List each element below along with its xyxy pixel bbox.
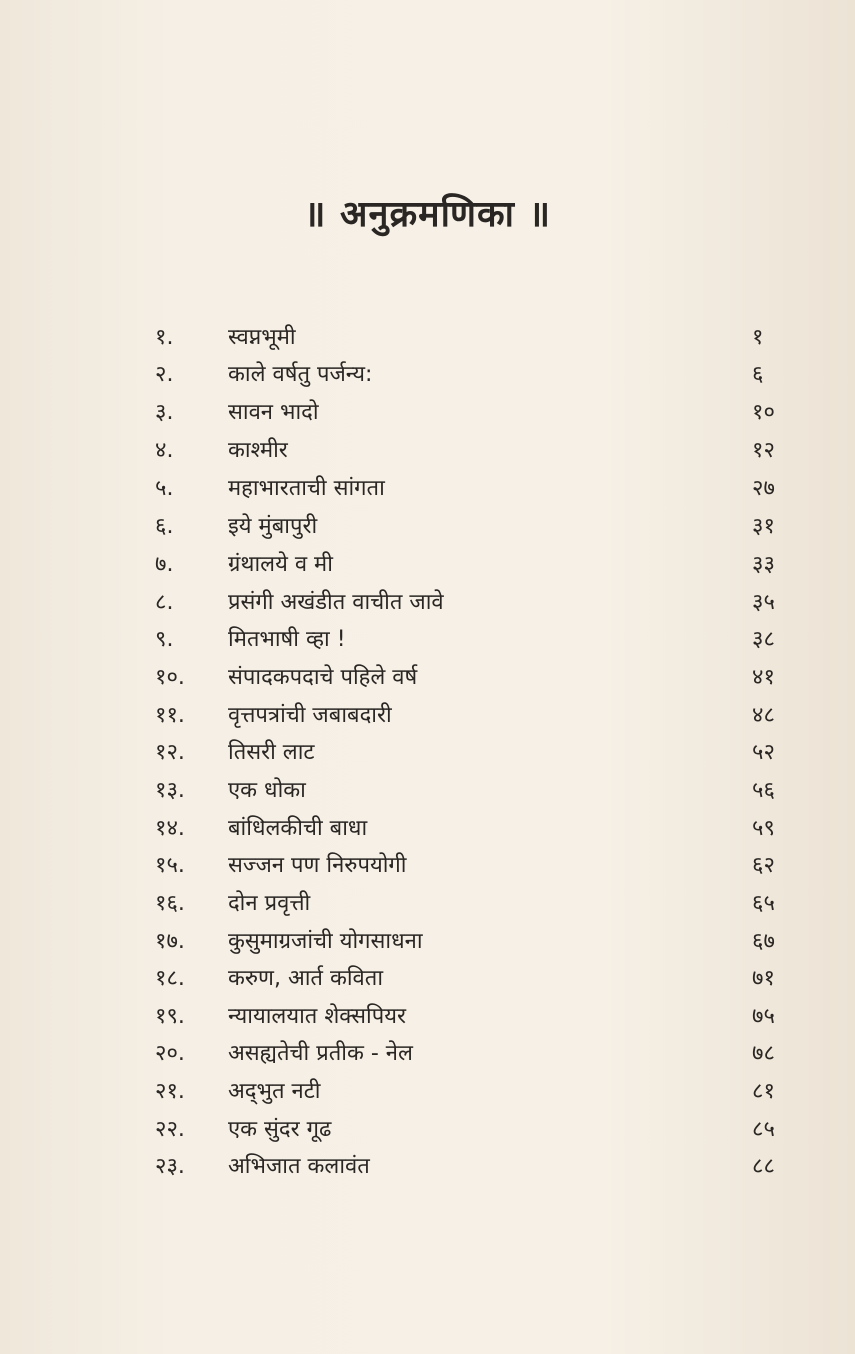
entry-number: १२. (155, 740, 185, 765)
entry-number: १५. (155, 853, 185, 878)
toc-entry (0, 1035, 855, 1073)
toc-entry (0, 697, 855, 735)
entry-number: ३. (155, 400, 174, 425)
entry-page: ५२ (752, 740, 775, 765)
entry-page: २७ (752, 476, 775, 501)
entry-title: सज्जन पण निरुपयोगी (228, 853, 407, 878)
toc-entry (0, 584, 855, 622)
entry-page: १० (752, 400, 775, 425)
entry-number: १०. (155, 665, 185, 690)
entry-title: एक सुंदर गूढ (228, 1117, 332, 1142)
toc-entry (0, 1111, 855, 1149)
entry-title: एक धोका (228, 778, 306, 803)
entry-number: १३. (155, 778, 185, 803)
entry-title: अभिजात कलावंत (228, 1154, 370, 1179)
entry-number: १९. (155, 1004, 185, 1029)
entry-page: ७१ (752, 966, 775, 991)
entry-number: ४. (155, 438, 174, 463)
toc-entry (0, 772, 855, 810)
entry-page: ८८ (752, 1154, 775, 1179)
entry-page: ५९ (752, 816, 775, 841)
entry-title: करुण, आर्त कविता (228, 966, 384, 991)
toc-entry (0, 319, 855, 357)
entry-title: न्यायालयात शेक्सपियर (228, 1004, 406, 1029)
entry-number: ७. (155, 552, 174, 577)
entry-title: दोन प्रवृत्ती (228, 891, 311, 916)
toc-entry (0, 356, 855, 394)
toc-entry (0, 998, 855, 1036)
toc-entry (0, 1073, 855, 1111)
entry-title: ग्रंथालये व मी (228, 552, 333, 577)
entry-number: ८. (155, 590, 174, 615)
entry-title: संपादकपदाचे पहिले वर्ष (228, 665, 418, 690)
entry-number: ११. (155, 703, 185, 728)
entry-number: ९. (155, 627, 174, 652)
entry-title: इये मुंबापुरी (228, 514, 318, 539)
toc-entry (0, 546, 855, 584)
page-title: ॥ अनुक्रमणिका ॥ (303, 194, 552, 235)
entry-title: बांधिलकीची बाधा (228, 816, 368, 841)
entry-page: ४१ (752, 665, 775, 690)
entry-page: ६ (752, 362, 764, 387)
entry-number: १८. (155, 966, 185, 991)
entry-title: काले वर्षतु पर्जन्य: (228, 362, 373, 387)
entry-number: ५. (155, 476, 174, 501)
entry-number: २०. (155, 1041, 185, 1066)
entry-page: ८१ (752, 1079, 775, 1104)
entry-page: १ (752, 325, 764, 350)
toc-entry (0, 960, 855, 998)
toc-entry (0, 394, 855, 432)
toc-entry (0, 810, 855, 848)
entry-page: ७५ (752, 1004, 775, 1029)
entry-page: ७८ (752, 1041, 775, 1066)
entry-title: सावन भादो (228, 400, 319, 425)
entry-number: १७. (155, 929, 185, 954)
toc-entry (0, 621, 855, 659)
entry-number: २३. (155, 1154, 185, 1179)
entry-number: १४. (155, 816, 185, 841)
toc-entry (0, 885, 855, 923)
entry-page: ६७ (752, 929, 775, 954)
entry-page: ३८ (752, 627, 775, 652)
toc-entry (0, 847, 855, 885)
entry-title: अद्‌भुत नटी (228, 1079, 321, 1104)
entry-page: ४८ (752, 703, 775, 728)
entry-number: २. (155, 362, 174, 387)
entry-title: असह्यतेची प्रतीक - नेल (228, 1041, 413, 1066)
entry-number: १. (155, 325, 174, 350)
entry-number: ६. (155, 514, 174, 539)
entry-page: ६२ (752, 853, 775, 878)
toc-entry (0, 470, 855, 508)
entry-page: ३१ (752, 514, 775, 539)
toc-entry (0, 734, 855, 772)
toc-entry (0, 659, 855, 697)
entry-title: मितभाषी व्हा ! (228, 627, 346, 652)
entry-number: १६. (155, 891, 185, 916)
entry-title: प्रसंगी अखंडीत वाचीत जावे (228, 590, 444, 615)
entry-page: ५६ (752, 778, 775, 803)
toc-entry (0, 432, 855, 470)
toc-entry (0, 923, 855, 961)
entry-title: कुसुमाग्रजांची योगसाधना (228, 929, 423, 954)
entry-title: काश्मीर (228, 438, 288, 463)
entry-title: तिसरी लाट (228, 740, 315, 765)
entry-page: ३५ (752, 590, 775, 615)
toc-entry (0, 508, 855, 546)
entry-page: ६५ (752, 891, 775, 916)
entry-page: १२ (752, 438, 775, 463)
entry-number: २१. (155, 1079, 185, 1104)
entry-page: ३३ (752, 552, 775, 577)
toc-entry (0, 1148, 855, 1186)
entry-title: स्वप्नभूमी (228, 325, 296, 350)
entry-title: महाभारताची सांगता (228, 476, 385, 501)
entry-page: ८५ (752, 1117, 775, 1142)
entry-number: २२. (155, 1117, 185, 1142)
entry-title: वृत्तपत्रांची जबाबदारी (228, 703, 392, 728)
